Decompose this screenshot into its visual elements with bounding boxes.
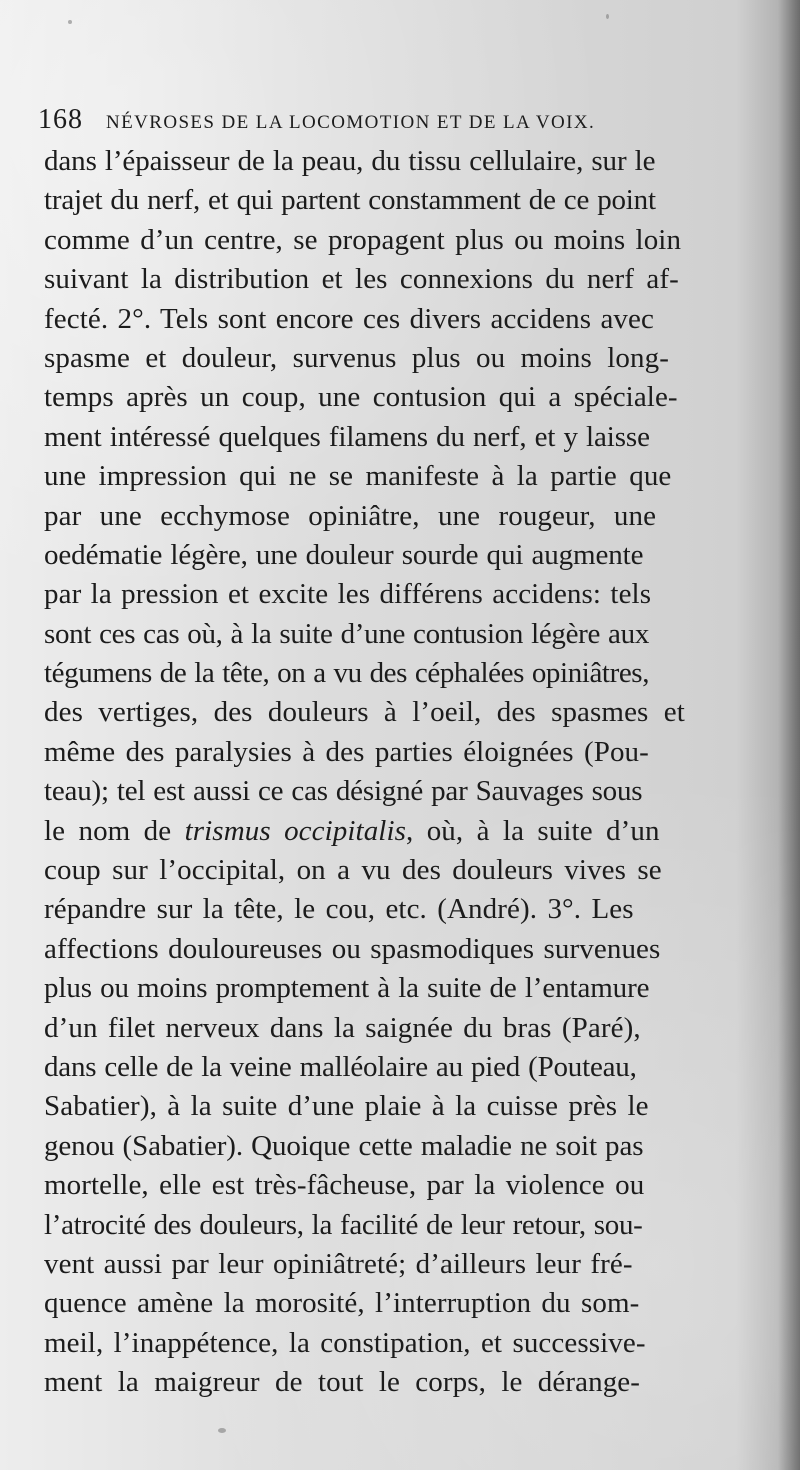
text-line: des vertiges, des douleurs à l’oeil, des spasmes et	[44, 696, 685, 729]
text-line: dans l’épaisseur de la peau, du tissu cellulaire, sur le	[44, 145, 656, 177]
text-line: d’un filet nerveux dans la saignée du bras (Paré),	[44, 1011, 641, 1044]
paper-speck	[218, 1428, 226, 1433]
text-line	[44, 812, 759, 851]
paper-speck	[606, 14, 609, 19]
text-line-start: le nom de	[44, 814, 185, 847]
text-line: dans celle de la veine malléolaire au pied (Pouteau,	[44, 1050, 637, 1083]
text-line: l’atrocité des douleurs, la facilité de leur retour, sou-	[44, 1208, 643, 1241]
text-line: genou (Sabatier). Quoique cette maladie ne soit pas	[44, 1129, 644, 1162]
running-title: NÉVROSES DE LA LOCOMOTION ET DE LA VOIX.	[106, 112, 596, 133]
page-edge-shadow	[778, 0, 800, 1470]
text-line: vent aussi par leur opiniâtreté; d’ailleurs leur fré-	[44, 1247, 633, 1280]
text-line: tégumens de la tête, on a vu des céphalées opiniâtres,	[44, 657, 650, 690]
paper-speck	[68, 20, 72, 24]
text-line: répandre sur la tête, le cou, etc. (André). 3°. Les	[44, 893, 634, 926]
text-line: ment la maigreur de tout le corps, le dérange-	[44, 1366, 641, 1399]
text-line: par la pression et excite les différens accidens: tels	[44, 578, 652, 611]
text-line: spasme et douleur, survenus plus ou moins long-	[44, 341, 669, 374]
page-header	[38, 104, 758, 138]
text-line: plus ou moins promptement à la suite de l’entamure	[44, 972, 650, 1005]
text-line: par une ecchymose opiniâtre, une rougeur, une	[44, 499, 657, 532]
text-line: fecté. 2°. Tels sont encore ces divers accidens avec	[44, 302, 654, 335]
book-paragraph	[44, 142, 759, 1403]
text-line: affections douloureuses ou spasmodiques survenues	[44, 932, 661, 965]
text-line: quence amène la morosité, l’interruption du som-	[44, 1287, 640, 1320]
text-line: sont ces cas où, à la suite d’une contusion légère aux	[44, 617, 650, 650]
text-line: meil, l’inappétence, la constipation, et successive-	[44, 1326, 646, 1359]
text-line: une impression qui ne se manifeste à la partie que	[44, 460, 672, 493]
text-line: suivant la distribution et les connexions du nerf af-	[44, 263, 679, 296]
text-line: ment intéressé quelques filamens du nerf, et y laisse	[44, 420, 650, 453]
text-line: trajet du nerf, et qui partent constamment de ce point	[44, 184, 656, 217]
text-line-end: , où, à la suite d’un	[406, 814, 660, 847]
text-line: comme d’un centre, se propagent plus ou moins loin	[44, 223, 682, 256]
text-line: Sabatier), à la suite d’une plaie à la cuisse près le	[44, 1090, 649, 1123]
italic-term: trismus occipitalis	[184, 814, 406, 847]
text-line: teau); tel est aussi ce cas désigné par Sauvages sous	[44, 775, 643, 808]
text-line: temps après un coup, une contusion qui a spéciale-	[44, 381, 678, 414]
text-line: même des paralysies à des parties éloignées (Pou-	[44, 735, 649, 768]
text-line: mortelle, elle est très-fâcheuse, par la violence ou	[44, 1169, 645, 1202]
text-line: coup sur l’occipital, on a vu des douleurs vives se	[44, 854, 662, 887]
page-number: 168	[38, 104, 83, 135]
text-line: oedématie légère, une douleur sourde qui augmente	[44, 538, 644, 571]
